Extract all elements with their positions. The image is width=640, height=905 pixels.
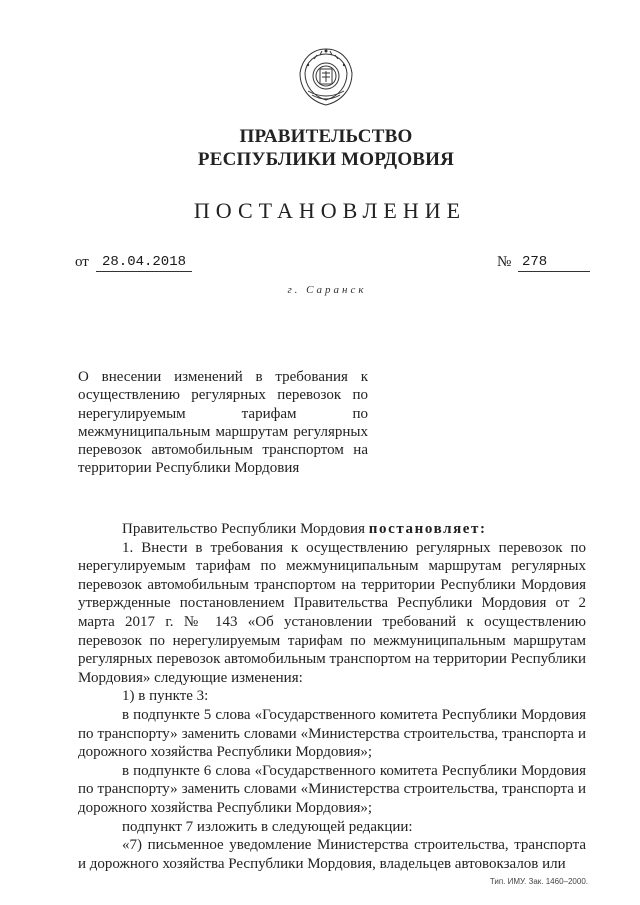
date-prefix: от	[75, 254, 89, 270]
coat-of-arms-icon	[296, 45, 356, 109]
number-prefix: №	[497, 254, 512, 270]
paragraph-4: в подпункте 6 слова «Государственного комитета Республики Мордовия по транспорту» заменить словами «Министерства строительства, транспорта и дорожного хозяйства Республики Мордовия»;	[78, 762, 586, 816]
org-name-line2: РЕСПУБЛИКИ МОРДОВИЯ	[197, 149, 455, 170]
intro-paragraph	[78, 520, 586, 539]
paragraph-5: подпункт 7 изложить в следующей редакции:	[122, 818, 413, 835]
city-label: г. Саранск	[287, 284, 367, 296]
document-subject: О внесении изменений в требования к осуществлению регулярных перевозок по нерегулируемым тарифам по межмуниципальным маршрутам регулярных перевозок автомобильным транспортом на территории Республики Мордовия	[78, 369, 368, 477]
paragraph-2: 1) в пункте 3:	[122, 688, 209, 705]
paragraph-3: в подпункте 5 слова «Государственного комитета Республики Мордовия по транспорту» заменить словами «Министерства строительства, транспорта и дорожного хозяйства Республики Мордовия»;	[78, 706, 586, 761]
org-name-line1: ПРАВИТЕЛЬСТВО	[239, 126, 413, 147]
print-footer: Тип. ИМУ. Зак. 1460–2000.	[489, 877, 588, 886]
paragraph-6: «7) письменное уведомление Министерства строительства, транспорта и дорожного хозяйства Республики Мордовия, владельцев автовокзалов или	[78, 837, 586, 872]
document-type-title: ПОСТАНОВЛЕНИЕ	[193, 198, 467, 223]
document-body	[78, 520, 586, 873]
intro-verb: постановляет:	[368, 521, 487, 537]
document-date: 28.04.2018	[96, 254, 192, 272]
intro-text: Правительство Республики Мордовия	[122, 521, 369, 537]
document-number: 278	[518, 254, 590, 272]
paragraph-1: 1. Внести в требования к осуществлению регулярных перевозок по нерегулируемым тарифам по межмуниципальным маршрутам регулярных перевозок автомобильным транспортом на территории Республики Мордовия утвержденные постановлением Правительства Республики Мордовия от 2 марта 2017 г. № 143 «Об установлении требований к осуществлению перевозок по нерегулируемым тарифам по межмуниципальным маршрутам регулярных перевозок автомобильным транспортом на территории Республики Мордовия» следующие изменения:	[78, 539, 586, 686]
